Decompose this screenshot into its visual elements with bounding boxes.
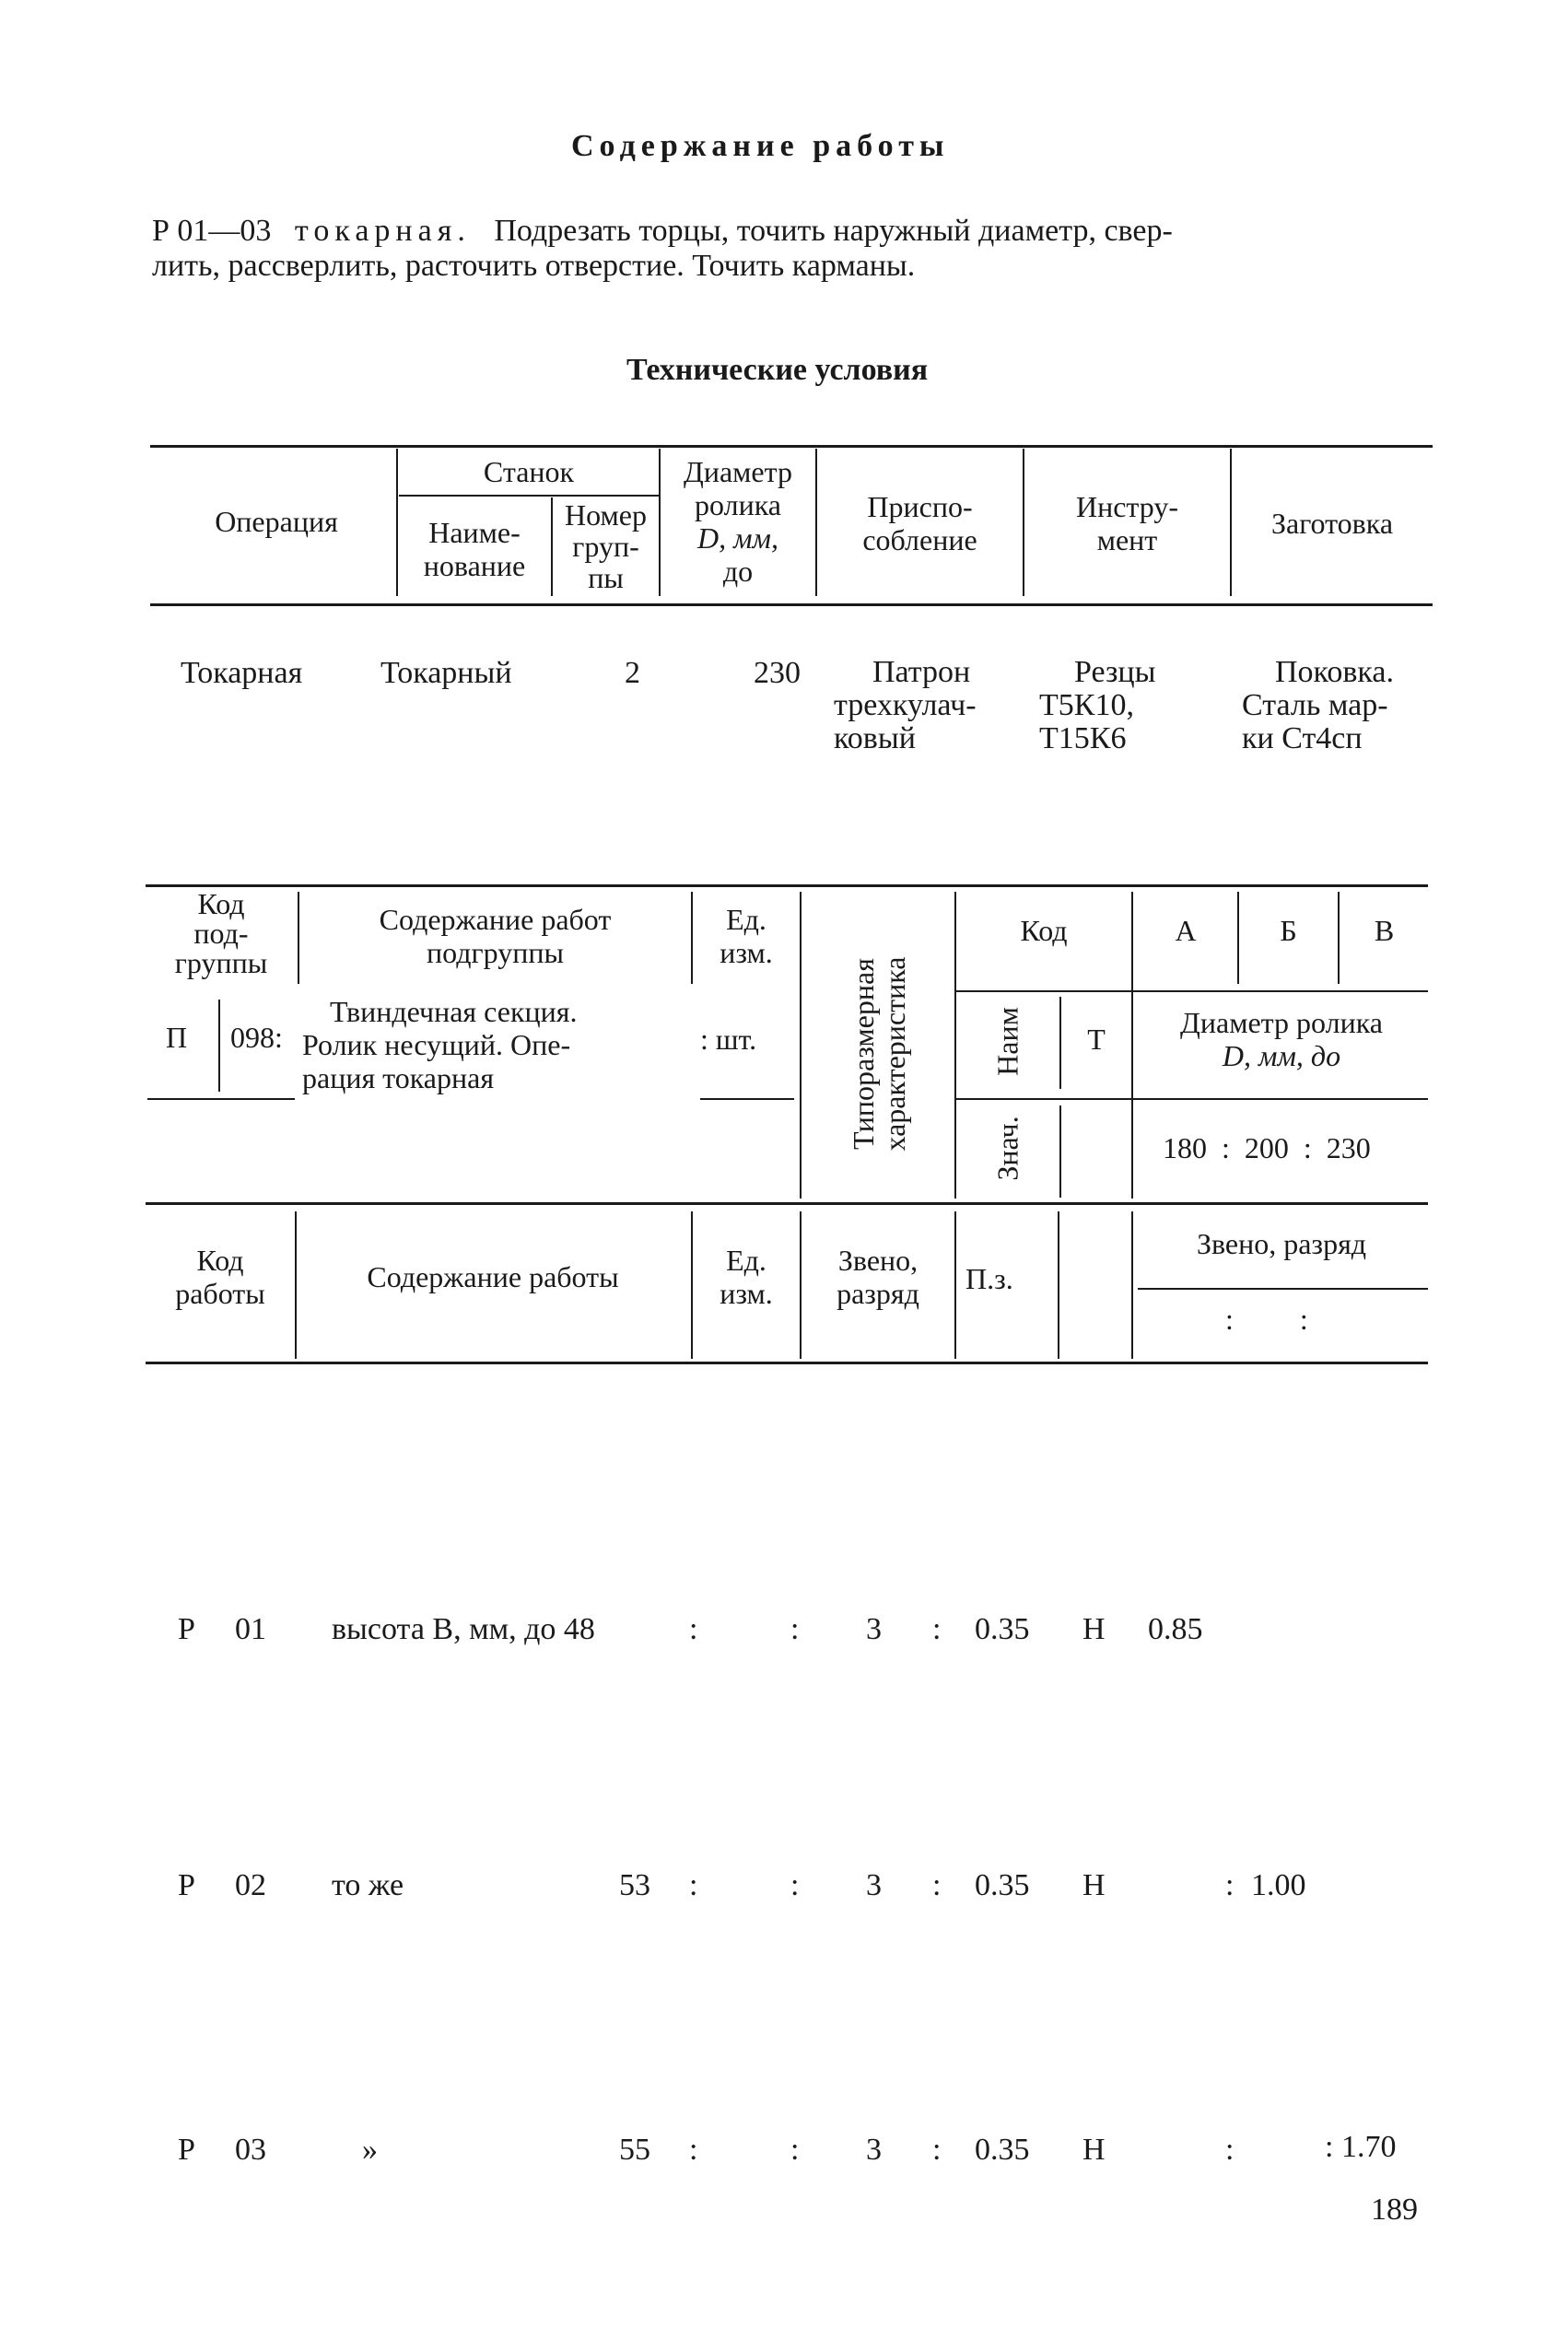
- machine-subheader-rule: [399, 495, 659, 497]
- header-subgroup-content: Содержание работ подгруппы: [379, 903, 612, 969]
- unit-rule: [700, 1098, 794, 1100]
- header-fixture: Приспо- собление: [862, 490, 977, 556]
- header-a: А: [1175, 914, 1197, 947]
- row-prefix: Р: [178, 1868, 195, 1902]
- header-v: В: [1374, 914, 1395, 947]
- row-pz: 0.35: [975, 1868, 1030, 1902]
- norm-col-divider: [954, 1211, 956, 1359]
- tech-table-header-rule: [150, 603, 1433, 606]
- row-value: 1.70: [1340, 2130, 1397, 2164]
- norm-col-divider: [800, 1211, 802, 1359]
- link-rank-sub-rule: [1138, 1288, 1428, 1290]
- row-code: 03: [235, 2133, 266, 2167]
- header-subgroup-code: Код под- группы: [174, 887, 268, 979]
- row-colon: :: [790, 1612, 800, 1646]
- section-heading: Содержание работы: [571, 129, 950, 163]
- norm-col-divider: [954, 892, 956, 1199]
- norm-col-divider: [1338, 892, 1340, 984]
- header-link-rank: Звено, разряд: [837, 1244, 919, 1310]
- norm-col-divider: [691, 892, 693, 984]
- norm-col-divider: [1058, 1211, 1059, 1359]
- operation-kind: токарная.: [294, 214, 471, 248]
- row-colon-value: : 1.70: [1325, 2130, 1397, 2164]
- tech-col-divider: [396, 449, 398, 596]
- norm-col-divider: [1059, 1105, 1061, 1198]
- header-work-code: Код работы: [175, 1244, 265, 1310]
- header-machine-name: Наиме- нование: [423, 516, 526, 582]
- code-value-label: Знач.: [990, 1116, 1024, 1181]
- row-link: 3: [866, 1612, 882, 1646]
- subgroup-code-rule: [147, 1098, 295, 1100]
- row-diameter: 230: [754, 656, 801, 690]
- norm-col-divider: [1131, 1211, 1133, 1359]
- row-description: »: [362, 2133, 378, 2167]
- row-machine: Токарный: [380, 656, 512, 690]
- row-group: 2: [625, 656, 640, 690]
- norm-col-divider: [295, 1211, 297, 1359]
- tech-table-top-rule: [150, 445, 1433, 448]
- norm-col-divider: [1131, 892, 1133, 1199]
- row-code: 01: [235, 1612, 266, 1646]
- norm-col-divider: [1237, 892, 1239, 984]
- row-colon: :: [790, 2133, 800, 2167]
- row-colon: :: [1225, 2133, 1235, 2167]
- code-sub-rule: [956, 990, 1131, 992]
- row-colon: :: [932, 1868, 942, 1902]
- header-pz: П.з.: [965, 1262, 1013, 1295]
- header-blank: Заготовка: [1270, 507, 1394, 540]
- subgroup-code: 098:: [230, 1021, 283, 1054]
- norm-col-divider: [800, 892, 802, 1199]
- intro-line-2: лить, рассверлить, расточить отверстие. Точить карманы.: [152, 249, 916, 283]
- norm-col-divider: [218, 1000, 220, 1092]
- row-description: высота B, мм, до 48: [332, 1612, 595, 1646]
- header-machine: Станок: [483, 455, 575, 488]
- header-operation: Операция: [215, 505, 338, 538]
- abv-sub-rule: [1133, 990, 1428, 992]
- row-value: 0.85: [1148, 1612, 1203, 1646]
- intro-line-1: [152, 214, 1173, 249]
- row-operation: Токарная: [181, 656, 303, 690]
- row-tool: Резцы Т5К10, Т15К6: [1039, 655, 1156, 755]
- row-colon: :: [689, 1868, 698, 1902]
- subgroup-unit: : шт.: [700, 1023, 757, 1056]
- row-fixture: Патрон трехкулач- ковый: [834, 655, 977, 755]
- link-rank-colons: : :: [1225, 1303, 1308, 1336]
- header-link-rank-values: Звено, разряд: [1196, 1227, 1367, 1260]
- norm-table-bottom-rule: [146, 1362, 1428, 1364]
- row-colon: :: [932, 2133, 942, 2167]
- header-work-unit: Ед. изм.: [720, 1244, 773, 1310]
- row-code: 02: [235, 1868, 266, 1902]
- norm-table-top-rule: [146, 884, 1428, 887]
- row-colon: :: [689, 2133, 698, 2167]
- header-tool: Инстру- мент: [1075, 490, 1179, 556]
- page-number: 189: [1371, 2193, 1418, 2227]
- row-number: 55: [619, 2133, 650, 2167]
- header-code: Код: [1020, 914, 1068, 947]
- norm-col-divider: [1059, 997, 1061, 1089]
- norm-col-divider: [691, 1211, 693, 1359]
- diam-sub-rule: [1133, 1098, 1428, 1100]
- row-h: Н: [1082, 1612, 1106, 1646]
- header-b: Б: [1280, 914, 1297, 947]
- row-prefix: Р: [178, 2133, 195, 2167]
- row-pz: 0.35: [975, 1612, 1030, 1646]
- subgroup-description: Твиндечная секция. Ролик несущий. Опе- рация токарная: [302, 995, 578, 1094]
- code-t-label: Т: [1087, 1023, 1106, 1056]
- row-h: Н: [1082, 1868, 1106, 1902]
- row-colon: :: [932, 1612, 942, 1646]
- norm-table-mid-rule: [146, 1202, 1428, 1205]
- row-link: 3: [866, 1868, 882, 1902]
- row-colon: :: [1225, 1868, 1235, 1902]
- header-work-content: Содержание работы: [367, 1260, 619, 1293]
- row-prefix: Р: [178, 1612, 195, 1646]
- diameter-title: Диаметр ролика D, мм, до: [1180, 1006, 1383, 1072]
- naim-sub-rule: [956, 1098, 1131, 1100]
- row-description: то же: [332, 1868, 404, 1902]
- subgroup-letter: П: [166, 1021, 188, 1054]
- code-naim-label: Наим: [990, 1007, 1024, 1076]
- row-colon: :: [790, 1868, 800, 1902]
- header-roller-diameter: Диаметр ролика D, мм, до: [684, 455, 792, 588]
- row-link: 3: [866, 2133, 882, 2167]
- norm-col-divider: [298, 892, 299, 984]
- row-number: 53: [619, 1868, 650, 1902]
- operation-text-line1: Подрезать торцы, точить наружный диаметр, свер-: [494, 214, 1173, 248]
- row-blank: Поковка. Сталь мар- ки Ст4сп: [1242, 655, 1394, 755]
- row-value: 1.00: [1251, 1868, 1306, 1902]
- diameter-values: 180 : 200 : 230: [1163, 1131, 1371, 1164]
- header-group-number: Номер груп- пы: [565, 498, 647, 594]
- row-h: Н: [1082, 2133, 1106, 2167]
- header-typesize-characteristic: Типоразмерная характеристика: [847, 956, 911, 1152]
- header-unit: Ед. изм.: [720, 903, 773, 969]
- row-colon: :: [689, 1612, 698, 1646]
- tech-conditions-title: Технические условия: [626, 353, 929, 387]
- row-pz: 0.35: [975, 2133, 1030, 2167]
- operation-code: Р 01—03: [152, 214, 272, 248]
